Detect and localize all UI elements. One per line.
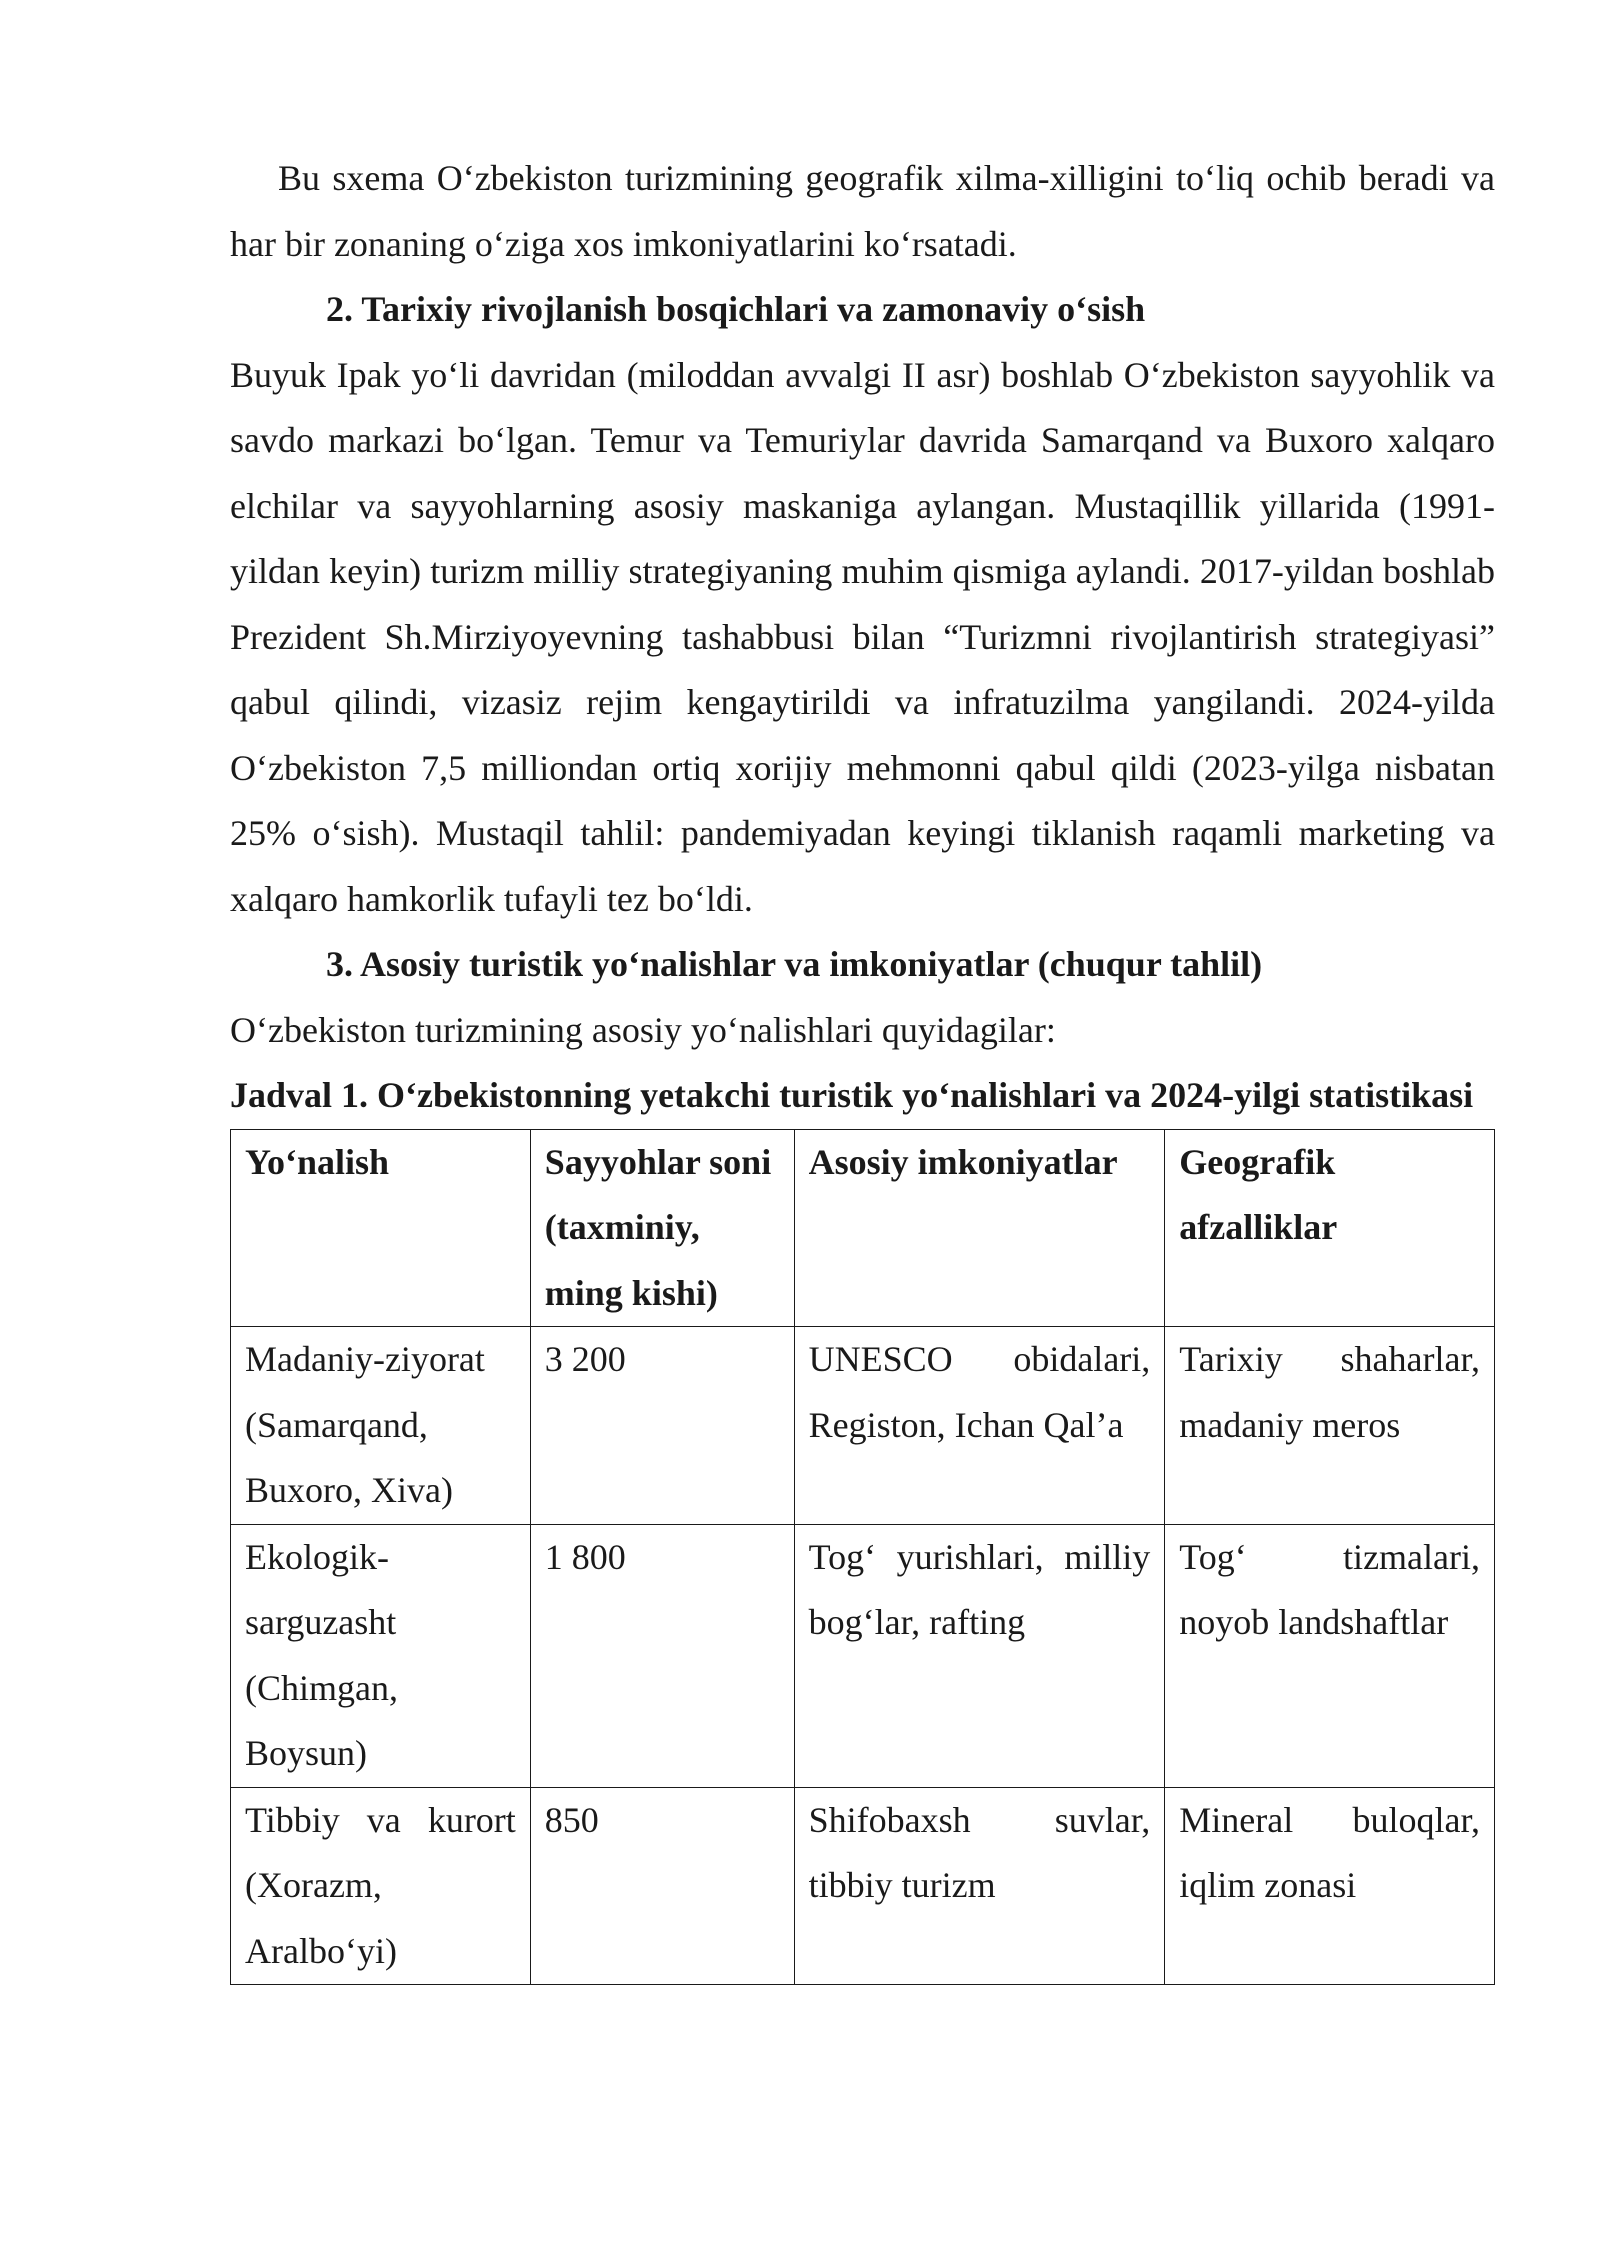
table-row [231, 1327, 1495, 1525]
section-2-heading: 2. Tarixiy rivojlanish bosqichlari va zamonaviy o‘sish [326, 289, 1146, 329]
cell-advantages: Tog‘ tizmalari, noyob landshaftlar [1165, 1524, 1495, 1787]
cell-opportunities: Tog‘ yurishlari, milliy bog‘lar, rafting [794, 1524, 1165, 1787]
section-3-heading: 3. Asosiy turistik yo‘nalishlar va imkoniyatlar (chuqur tahlil) [326, 944, 1263, 984]
header-tourists: Sayyohlar soni (taxminiy, ming kishi) [530, 1129, 794, 1327]
directions-table [230, 1129, 1495, 1986]
header-opportunities: Asosiy imkoniyatlar [794, 1129, 1165, 1327]
cell-tourists: 3 200 [530, 1327, 794, 1525]
cell-tourists: 850 [530, 1787, 794, 1985]
cell-direction: Madaniy-ziyorat (Samarqand, Buxoro, Xiva) [231, 1327, 531, 1525]
document-body [230, 146, 1495, 1985]
header-direction: Yo‘nalish [231, 1129, 531, 1327]
cell-opportunities: UNESCO obidalari, Registon, Ichan Qal’a [794, 1327, 1165, 1525]
cell-direction: Tibbiy va kurort (Xorazm, Aralbo‘yi) [231, 1787, 531, 1985]
cell-advantages: Mineral buloqlar, iqlim zonasi [1165, 1787, 1495, 1985]
section-3-intro: O‘zbekiston turizmining asosiy yo‘nalishlari quyidagilar: [230, 1009, 1056, 1050]
cell-tourists: 1 800 [530, 1524, 794, 1787]
cell-opportunities: Shifobaxsh suvlar, tibbiy turizm [794, 1787, 1165, 1985]
table-row [231, 1524, 1495, 1787]
table-header-row [231, 1129, 1495, 1327]
cell-advantages: Tarixiy shaharlar, madaniy meros [1165, 1327, 1495, 1525]
header-advantages: Geografik afzalliklar [1165, 1129, 1495, 1327]
table-caption: Jadval 1. O‘zbekistonning yetakchi turistik yo‘nalishlari va 2024-yilgi statistikasi [230, 1075, 1474, 1115]
section-2-paragraph: Buyuk Ipak yo‘li davridan (miloddan avvalgi II asr) boshlab O‘zbekiston sayyohlik va savdo markazi bo‘lgan. Temur va Temuriylar davrida Samarqand va Buxoro xalqaro elchilar va sayyohlarning asosiy maskaniga aylangan. Mustaqillik yillarida (1991-yildan keyin) turizm milliy strategiyaning muhim qismiga aylandi. 2017-yildan boshlab Prezident Sh.Mirziyoyevning tashabbusi bilan “Turizmni rivojlantirish strategiyasi” qabul qilindi, vizasiz rejim kengaytirildi va infratuzilma yangilandi. 2024-yilda O‘zbekiston 7,5 milliondan ortiq xorijiy mehmonni qabul qildi (2023-yilga nisbatan 25% o‘sish). Mustaqil tahlil: pandemiyadan keyingi tiklanish raqamli marketing va xalqaro hamkorlik tufayli tez bo‘ldi. [230, 354, 1495, 919]
table-row [231, 1787, 1495, 1985]
intro-paragraph: Bu sxema O‘zbekiston turizmining geografik xilma-xilligini to‘liq ochib beradi va har bir zonaning o‘ziga xos imkoniyatlarini ko‘rsatadi. [230, 158, 1495, 264]
cell-direction: Ekologik-sarguzasht (Chimgan, Boysun) [231, 1524, 531, 1787]
